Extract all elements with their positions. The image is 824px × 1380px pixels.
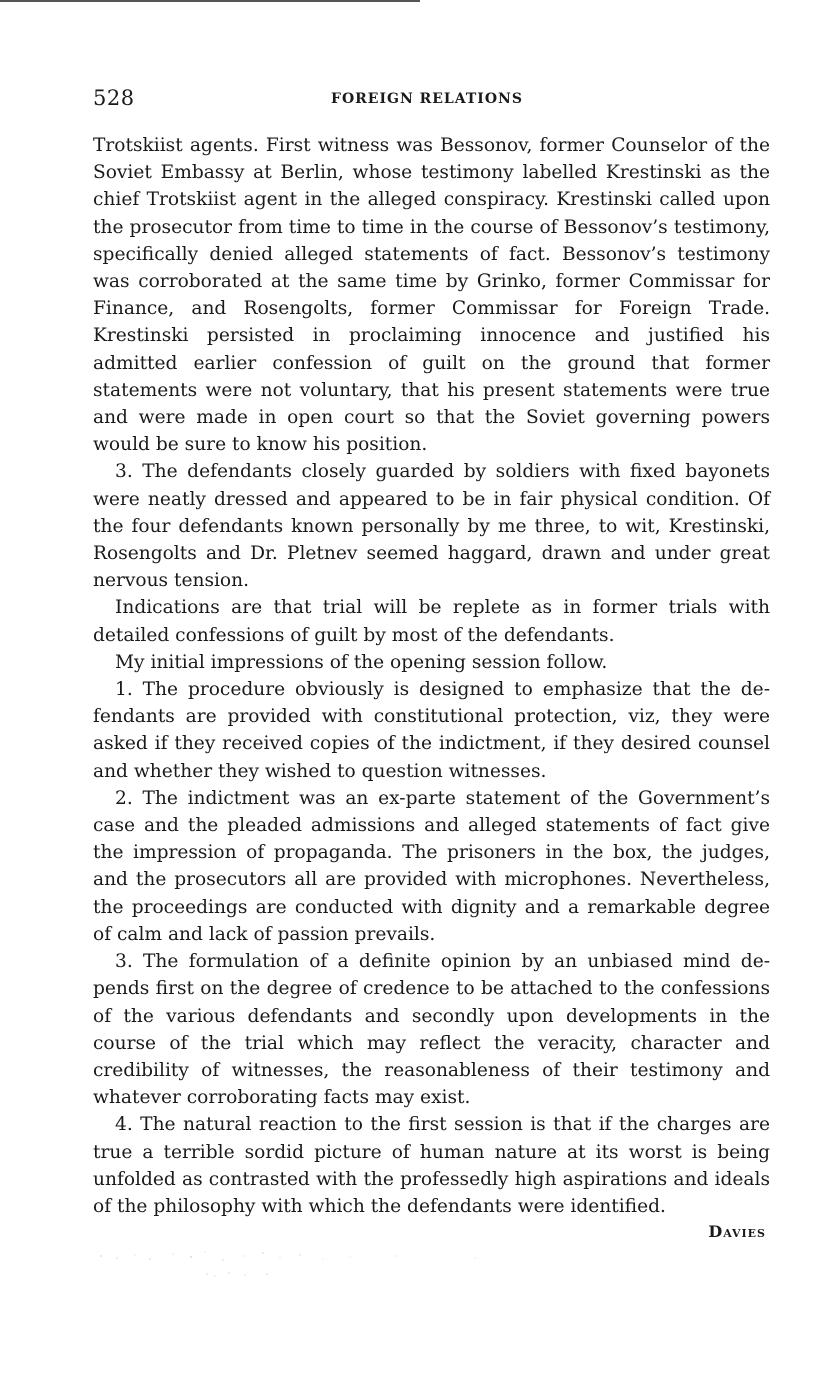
paragraph-point-4-reaction: 4. The natural reaction to the first session is that if the charges are true a terrible sordid picture of human nature at its worst is being unfolded as contrasted with the professedly high aspirations and ideals of the philosophy with which the defendants were identified.	[93, 1114, 770, 1217]
paragraph-point-1-procedure: 1. The procedure obviously is designed to emphasize that the defendants are provided with constitutional protection, viz, they were asked if they received copies of the indictment, if they desired counsel and whether they wished to question witnesses.	[93, 679, 770, 782]
running-title: FOREIGN RELATIONS	[331, 91, 523, 107]
top-rule	[0, 0, 420, 2]
paragraph-point-3-opinion: 3. The formulation of a definite opinion by an unbiased mind depends first on the degree of credence to be attached to the confessions of the various defendants and secondly upon developments in the course of the trial which may reflect the veracity, character and credibility of witnesses, the reasonableness of their testimony and whatever corroborating facts may exist.	[93, 951, 770, 1109]
paragraph-initial-impressions: My initial impressions of the opening session follow.	[115, 651, 608, 673]
paragraph-point-2-indictment: 2. The indictment was an ex-parte statement of the Government’s case and the pleaded admissions and alleged statements of fact give the impression of propaganda. The prisoners in the box, the judges, and the prosecutors all are provided with microphones. Nevertheless, the proceedings are conducted with dignity and a remarkable degree of calm and lack of passion prevails.	[93, 787, 770, 945]
page-number: 528	[93, 86, 135, 110]
paragraph-continuation: Trotskiist agents. First witness was Bessonov, former Counselor of the Soviet Embassy at Berlin, whose testimony labelled Krestinski as the chief Trotskiist agent in the alleged conspiracy. Krestinski called upon the prosecutor from time to time in the course of Bessonov’s testimony, specifically denied alleged statements of fact. Bessonov’s testimony was corroborated at the same time by Grinko, former Commissar for Finance, and Rosengolts, former Commissar for Foreign Trade. Krestinski persisted in proclaiming innocence and justified his admitted earlier confession of guilt on the ground that former statements were not voluntary, that his present statements were true and were made in open court so that the Soviet governing powers would be sure to know his position.	[93, 135, 770, 456]
document-page	[93, 86, 770, 1241]
paragraph-indications: Indications are that trial will be replete as in former trials with detailed confessions of guilt by most of the defendants.	[93, 597, 770, 646]
scan-speckle	[95, 1248, 515, 1282]
running-head	[93, 86, 770, 118]
signature: Davies	[708, 1222, 766, 1242]
paragraph-point-3-defendants: 3. The defendants closely guarded by soldiers with fixed bayonets were neatly dressed and appeared to be in fair physical condition. Of the four defendants known personally by me three, to wit, Krestinski, Rosengolts and Dr. Pletnev seemed haggard, drawn and under great nervous tension.	[93, 461, 770, 592]
